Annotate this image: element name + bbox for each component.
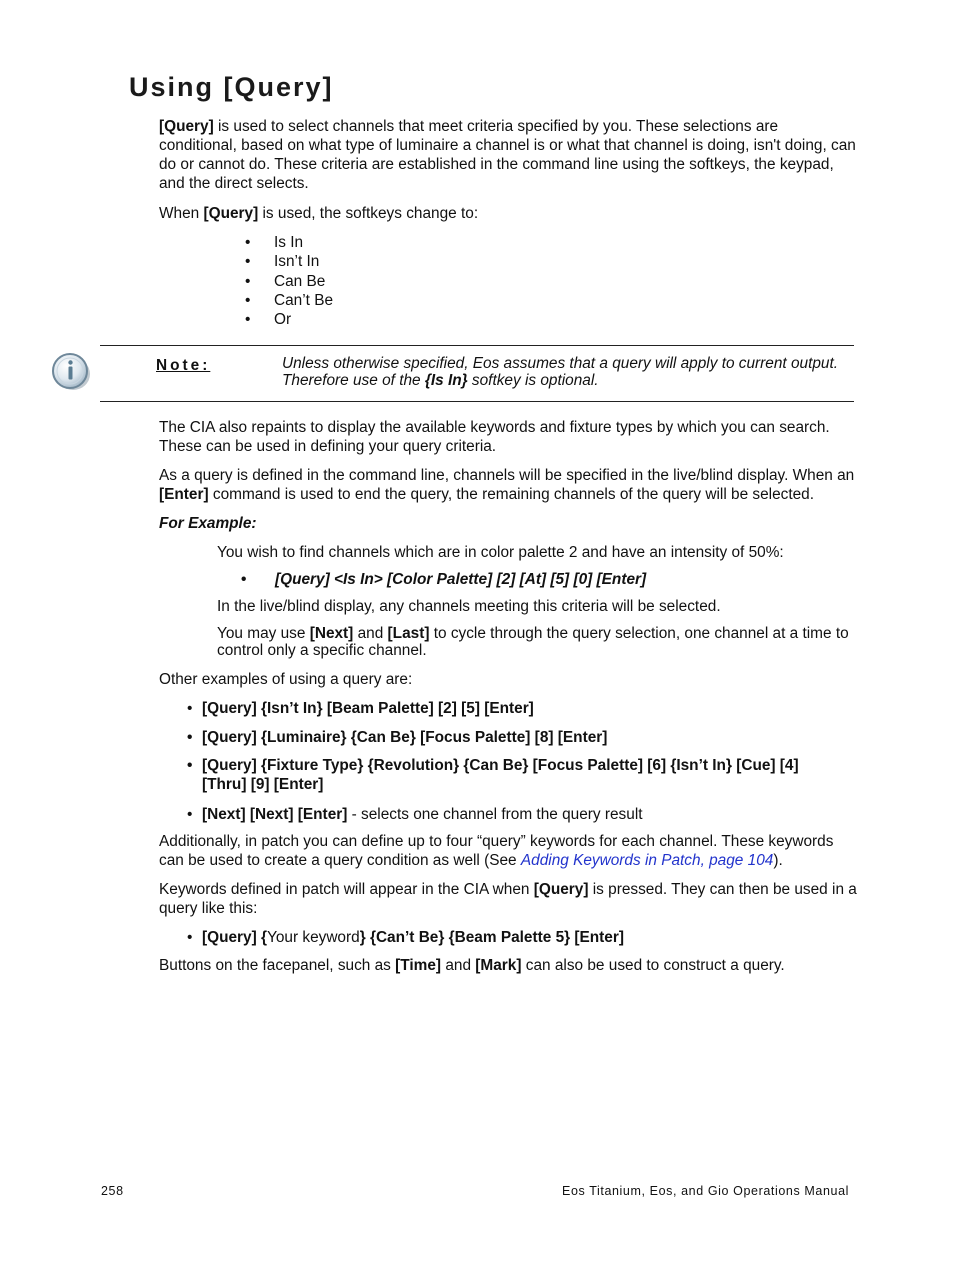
example-command: [Query] <Is In> [Color Palette] [2] [At] [5] [0] [Enter] (275, 571, 647, 588)
softkeys-intro (159, 204, 859, 223)
query-para-post: command is used to end the query, the remaining channels of the query will be selected. (208, 486, 815, 503)
bullet-mark: • (187, 806, 193, 823)
mark-key: [Mark] (475, 957, 522, 974)
note-text-pre: Unless otherwise specified, Eos assumes that a query will apply to current output. Therefore use of the (282, 355, 839, 389)
example-intro: You wish to find channels which are in color palette 2 and have an intensity of 50%: (217, 544, 784, 561)
softkey-item: • Can’t Be (245, 291, 333, 310)
patch-paragraph (159, 832, 859, 870)
softkey-item: • Is In (245, 233, 333, 252)
next-last-pre: You may use (217, 625, 310, 642)
facepanel-mid: and (441, 957, 476, 974)
page-title: Using [Query] (129, 72, 334, 102)
adding-keywords-link[interactable]: Adding Keywords in Patch, page 104 (520, 852, 774, 869)
next-key: [Next] (309, 625, 354, 642)
enter-key: [Enter] (159, 486, 209, 503)
softkey-item: • Can Be (245, 272, 333, 291)
intro-text: is used to select channels that meet criteria specified by you. These selections are conditional, based on what type of luminaire a channel is or what that channel is doing, isn't doing, can do or cannot do. These criteria are established in the command line using the softkeys, the keypad, and the direct selects. (159, 118, 856, 192)
intro-paragraph (159, 117, 859, 193)
example-command-rest: - selects one channel from the query result (347, 806, 643, 823)
next-last-post: to cycle through the query selection, one channel at a time to control only a specific channel. (217, 625, 849, 659)
patch-para-pre: Additionally, in patch you can define up to four “query” keywords for each channel. These keywords can be used to create a query condition as well (See (159, 833, 834, 869)
softkeys-intro-post: is used, the softkeys change to: (258, 205, 479, 222)
softkey-item: • Isn’t In (245, 252, 333, 271)
example-heading: For Example: (159, 515, 257, 532)
facepanel-post: can also be used to construct a query. (521, 957, 785, 974)
example-command-bold: [Query] {Luminaire} {Can Be} [Focus Palette] [8] [Enter] (202, 729, 608, 746)
keyword-example-bold-end: } {Can’t Be} {Beam Palette 5} [Enter] (359, 929, 624, 946)
softkeys-intro-pre: When (159, 205, 204, 222)
example-bullet: • (241, 571, 247, 588)
keyword-example-placeholder: Your keyword (267, 929, 360, 946)
cia-paragraph: The CIA also repaints to display the available keywords and fixture types by which you can search. These can be used in defining your query criteria. (159, 419, 830, 455)
cia-keywords-post: is pressed. They can then be used in a query like this: (159, 881, 857, 917)
query-para-pre: As a query is defined in the command line, channels will be specified in the live/blind display. When an (159, 467, 855, 484)
bullet-mark: • (187, 929, 193, 946)
last-key: [Last] (387, 625, 430, 642)
example-result: In the live/blind display, any channels meeting this criteria will be selected. (217, 598, 721, 615)
cia-keywords-pre: Keywords defined in patch will appear in the CIA when (159, 881, 534, 898)
facepanel-pre: Buttons on the facepanel, such as (159, 957, 396, 974)
note-is-in-key: {Is In} (424, 371, 468, 389)
note-bottom-rule (100, 401, 854, 402)
bullet-mark: • (187, 729, 193, 746)
note-top-rule (100, 345, 854, 346)
keyword-example-bold-start: [Query] { (202, 929, 267, 946)
softkey-list (245, 233, 333, 329)
bullet-mark: • (187, 700, 193, 717)
time-key: [Time] (395, 957, 442, 974)
softkeys-intro-key: [Query] (203, 205, 259, 222)
other-examples-heading: Other examples of using a query are: (159, 671, 413, 688)
note-text (282, 356, 857, 389)
example-command-bold: [Next] [Next] [Enter] (202, 806, 348, 823)
query-key: [Query] (533, 881, 589, 898)
example-command-bold: [Query] {Isn’t In} [Beam Palette] [2] [5] [Enter] (202, 700, 534, 717)
info-icon (50, 350, 92, 392)
next-last-mid: and (353, 625, 388, 642)
query-key: [Query] (159, 118, 214, 135)
example-command-bold: [Query] {Fixture Type} {Revolution} {Can Be} [Focus Palette] [6] {Isn’t In} [Cue] [4] [Thru] [9] [Enter] (202, 757, 799, 793)
page-number: 258 (101, 1184, 124, 1198)
bullet-mark: • (187, 757, 193, 774)
facepanel-paragraph (159, 956, 859, 975)
query-paragraph (159, 466, 859, 504)
manual-title: Eos Titanium, Eos, and Gio Operations Manual (562, 1184, 849, 1198)
next-last-paragraph (217, 625, 857, 659)
note-text-post: softkey is optional. (467, 371, 599, 389)
cia-keywords-paragraph (159, 880, 859, 918)
note-label: Note: (156, 357, 211, 374)
softkey-item: • Or (245, 310, 333, 329)
patch-para-post: ). (773, 852, 783, 869)
